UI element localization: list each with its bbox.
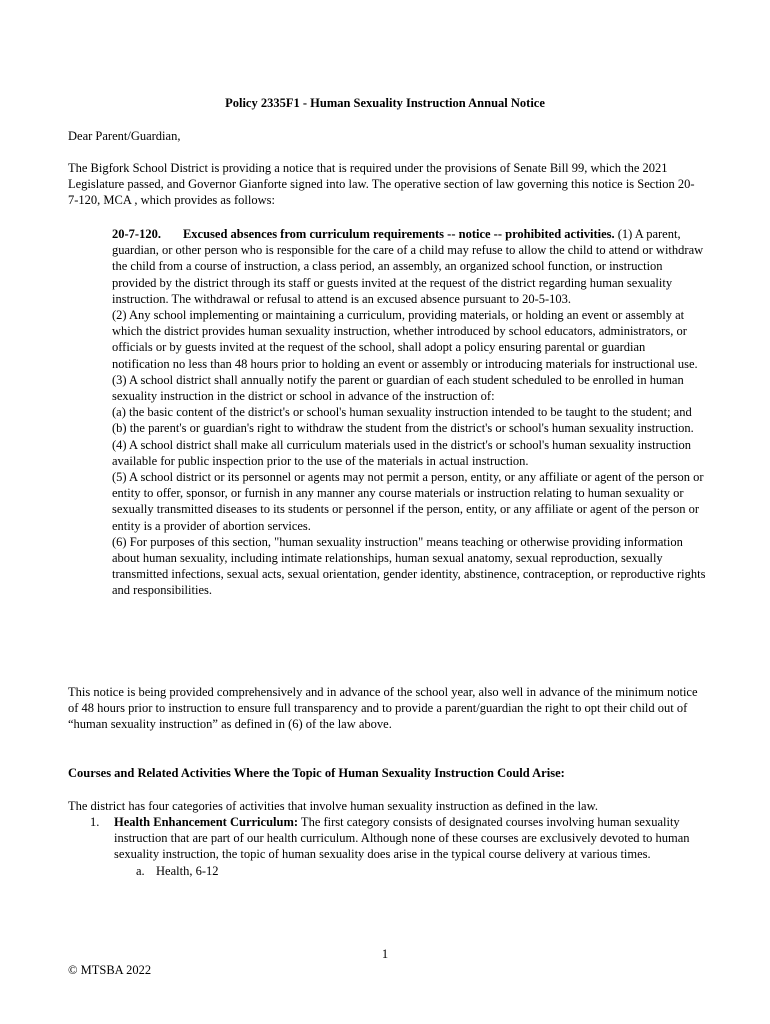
law-heading: Excused absences from curriculum requirements -- notice -- prohibited activities. (182, 227, 615, 241)
law-paragraph-3: (3) A school district shall annually notify the parent or guardian of each student scheduled to be enrolled in human sexuality instruction in the district or school in advance of the instruction of: (112, 372, 684, 404)
law-paragraph-2: (2) Any school implementing or maintaining a curriculum, providing materials, or holding an event or assembly at which the district provides human sexuality instruction, whether introduced by school educators, administrators, or officials or by guests invited at the request of the school, shall adopt a policy ensuring parental or guardian notification no less than 48 hours prior to holding an event or assembly or introducing materials for instructional use. (112, 308, 698, 371)
courses-heading: Courses and Related Activities Where the Topic of Human Sexuality Instruction Could Arise: (68, 766, 565, 780)
courses-intro: The district has four categories of activities that involve human sexuality instruction as defined in the law. (68, 799, 598, 813)
notice-paragraph: This notice is being provided comprehensively and in advance of the school year, also well in advance of the minimum notice of 48 hours prior to instruction to ensure full transparency and to provide a parent/guardian the right to opt their child out of “human sexuality instruction” as defined in (6) of the law above. (68, 685, 698, 732)
law-paragraph-3a: (a) the basic content of the district's or school's human sexuality instruction intended to be taught to the student; and (112, 405, 692, 420)
law-paragraph-3b: (b) the parent's or guardian's right to withdraw the student from the district's or school's human sexuality instruction. (112, 421, 694, 436)
law-paragraph-5: (5) A school district or its personnel or agents may not permit a person, entity, or any affiliate or agent of the person or entity to offer, sponsor, or furnish in any manner any course materials or instruction relating to human sexuality or sexually transmitted diseases to its students or personnel if the person, entity, or any affiliate or agent of the person or entity is a provider of abortion services. (112, 470, 704, 533)
list-item (68, 814, 704, 863)
law-paragraph-6: (6) For purposes of this section, "human sexuality instruction" means teaching or otherwise providing information about human sexuality, including intimate relationships, human sexual anatomy, sexual reproduction, sexually transmitted infections, sexual acts, sexual orientation, gender identity, abstinence, contraception, or reproductive rights and responsibilities. (112, 534, 706, 598)
page-title: Policy 2335F1 - Human Sexuality Instruction Annual Notice (225, 96, 545, 110)
law-section-number: 20-7-120. (112, 227, 161, 241)
sub-list-item (68, 863, 704, 879)
footer-copyright: © MTSBA 2022 (68, 963, 152, 977)
page-number: 1 (381, 947, 389, 961)
sub-list-text: Health, 6-12 (156, 863, 219, 878)
list-item-label: Health Enhancement Curriculum: (114, 815, 299, 829)
list-item-number: 1. (90, 815, 100, 829)
sub-list-letter: a. (136, 863, 145, 878)
law-text-1: (1) A parent, guardian, or other person who is responsible for the care of a child may refuse to allow the child to attend or withdraw the child from a course of instruction, a class period, an assembly, an organized school function, or instruction provided by the district through its staff or guests invited at the request of the district regarding human sexuality instruction. The withdrawal or refusal to attend is an excused absence pursuant to 20-5-103. (112, 227, 704, 306)
courses-list (68, 814, 704, 879)
salutation: Dear Parent/Guardian, (68, 129, 181, 143)
law-paragraph-1 (112, 226, 706, 307)
law-paragraph-4: (4) A school district shall make all curriculum materials used in the district's or school's human sexuality instruction available for public inspection prior to the use of the materials in actual instruction. (112, 437, 692, 468)
intro-paragraph: The Bigfork School District is providing a notice that is required under the provisions of Senate Bill 99, which the 2021 Legislature passed, and Governor Gianforte signed into law. The operative section of law governing this notice is Section 20-7-120, MCA , which provides as follows: (68, 161, 695, 208)
list-item-text: The first category consists of designated courses involving human sexuality instruction that are part of our health curriculum. Although none of these courses are exclusively devoted to human sexuality instruction, the topic of human sexuality does arise in the typical course delivery at various times. (114, 815, 690, 862)
law-quote (112, 226, 706, 599)
